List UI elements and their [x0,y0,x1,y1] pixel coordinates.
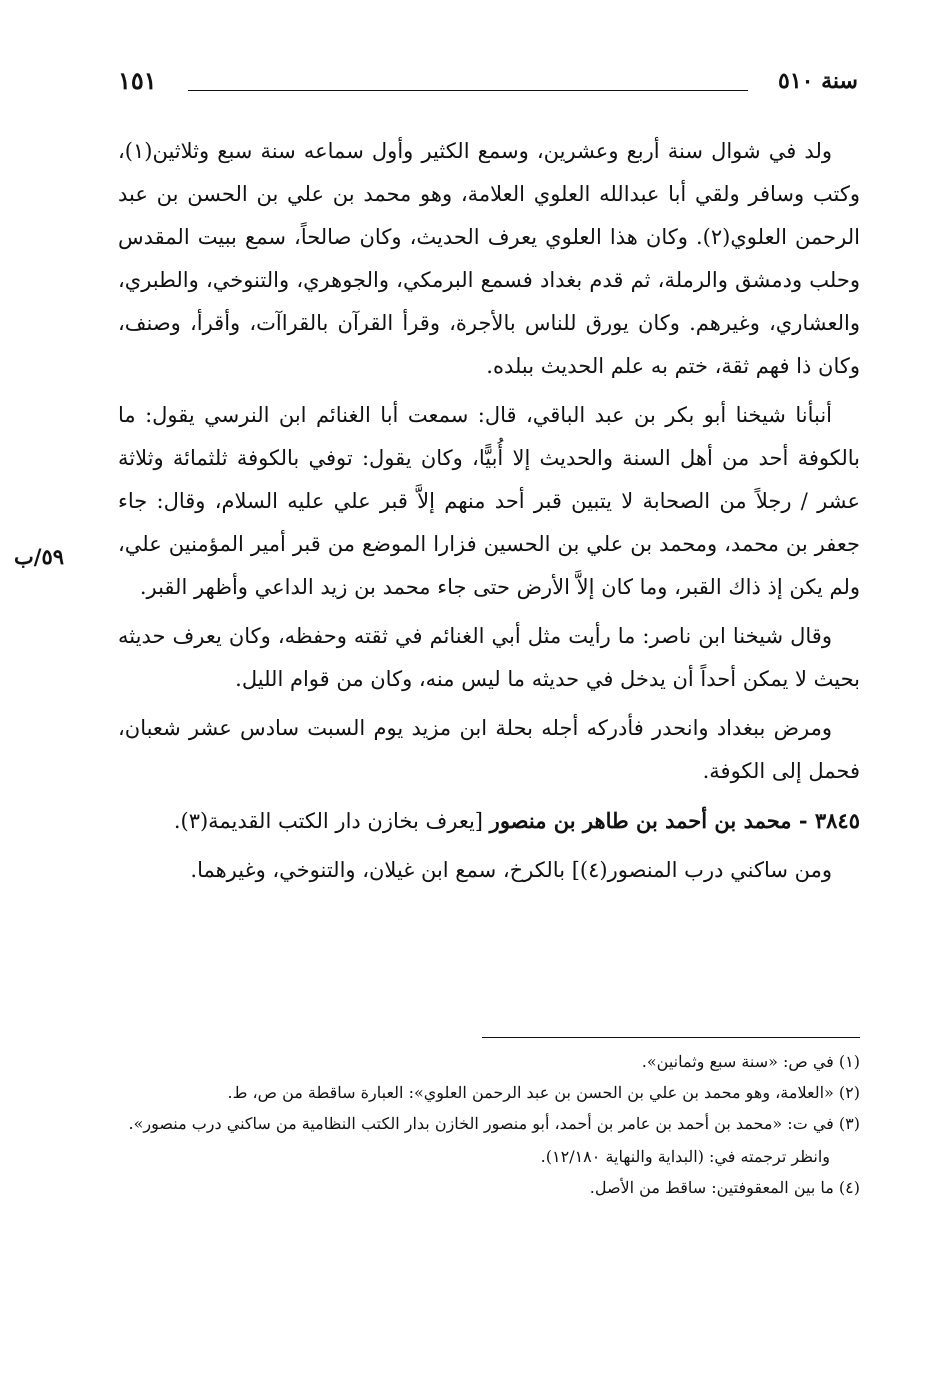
footnote-separator [482,1037,860,1038]
paragraph-3: وقال شيخنا ابن ناصر: ما رأيت مثل أبي الغنائم في ثقته وحفظه، وكان يعرف حديثه بحيث لا يمكن أحداً أن يدخل في حديثه ما ليس منه، وكان من قوام الليل. [118,624,860,691]
manuscript-folio-marker: ٥٩/ب [14,544,65,569]
page-header [118,68,858,108]
header-rule [188,90,748,91]
biography-entry [118,799,860,843]
entry-continuation: ومن ساكني درب المنصور(٤)] بالكرخ، سمع ابن غيلان، والتنوخي، وغيرهما. [190,858,832,882]
entry-heading-rest: [يعرف بخازن دار الكتب القديمة(٣). [173,809,490,833]
footnote-3: (٣) في ت: «محمد بن أحمد بن عامر بن أحمد، أبو منصور الخازن بدار الكتب النظامية من ساكني درب منصور». [128,1114,860,1133]
paragraph-2: أنبأنا شيخنا أبو بكر بن عبد الباقي، قال: سمعت أبا الغنائم ابن النرسي يقول: ما بالكوفة أحد من أهل السنة والحديث إلا أُبيًّا، وكان يقول: توفي بالكوفة ثلثمائة وثلاثة عشر / رجلاً من الصحابة لا يتبين قبر أحد منهم إلاَّ قبر علي عليه السلام، وقال: جاء جعفر بن محمد، ومحمد بن علي بن الحسين فزارا الموضع من قبر أمير المؤمنين علي، ولم يكن إذ ذاك القبر، وما كان إلاَّ الأرض حتى جاء محمد بن زيد الداعي وأظهر القبر. [118,403,860,599]
main-text [118,130,860,898]
entry-heading: ٣٨٤٥ - محمد بن أحمد بن طاهر بن منصور [489,808,860,833]
paragraph-4: ومرض ببغداد وانحدر فأدركه أجله بحلة ابن مزيد يوم السبت سادس عشر شعبان، فحمل إلى الكوفة. [118,716,860,783]
footnote-3-reference: وانظر ترجمته في: (البداية والنهاية ١٢/١٨٠). [540,1147,830,1166]
footnote-1: (١) في ص: «سنة سبع وثمانين». [641,1052,860,1071]
page-number: ١٥١ [118,66,157,95]
footnote-2: (٢) «العلامة، وهو محمد بن علي بن الحسن بن عبد الرحمن العلوي»: العبارة ساقطة من ص، ط. [227,1083,860,1102]
footnote-4: (٤) ما بين المعقوفتين: ساقط من الأصل. [589,1178,860,1197]
paragraph-1: ولد في شوال سنة أربع وعشرين، وسمع الكثير وأول سماعه سنة سبع وثلاثين(١)، وكتب وسافر ولقي أبا عبدالله العلوي العلامة، وهو محمد بن علي بن الحسن بن عبد الرحمن العلوي(٢). وكان هذا العلوي يعرف الحديث، وكان صالحاً، سمع ببيت المقدس وحلب ودمشق والرملة، ثم قدم بغداد فسمع البرمكي، والجوهري، والتنوخي، والطبري، والعشاري، وغيرهم. وكان يورق للناس بالأجرة، وقرأ القرآن بالقراآت، وأقرأ، وصنف، وكان ذا فهم ثقة، ختم به علم الحديث ببلده. [118,139,860,378]
running-head-year: سنة ٥١٠ [778,68,858,94]
footnotes [118,1046,860,1203]
